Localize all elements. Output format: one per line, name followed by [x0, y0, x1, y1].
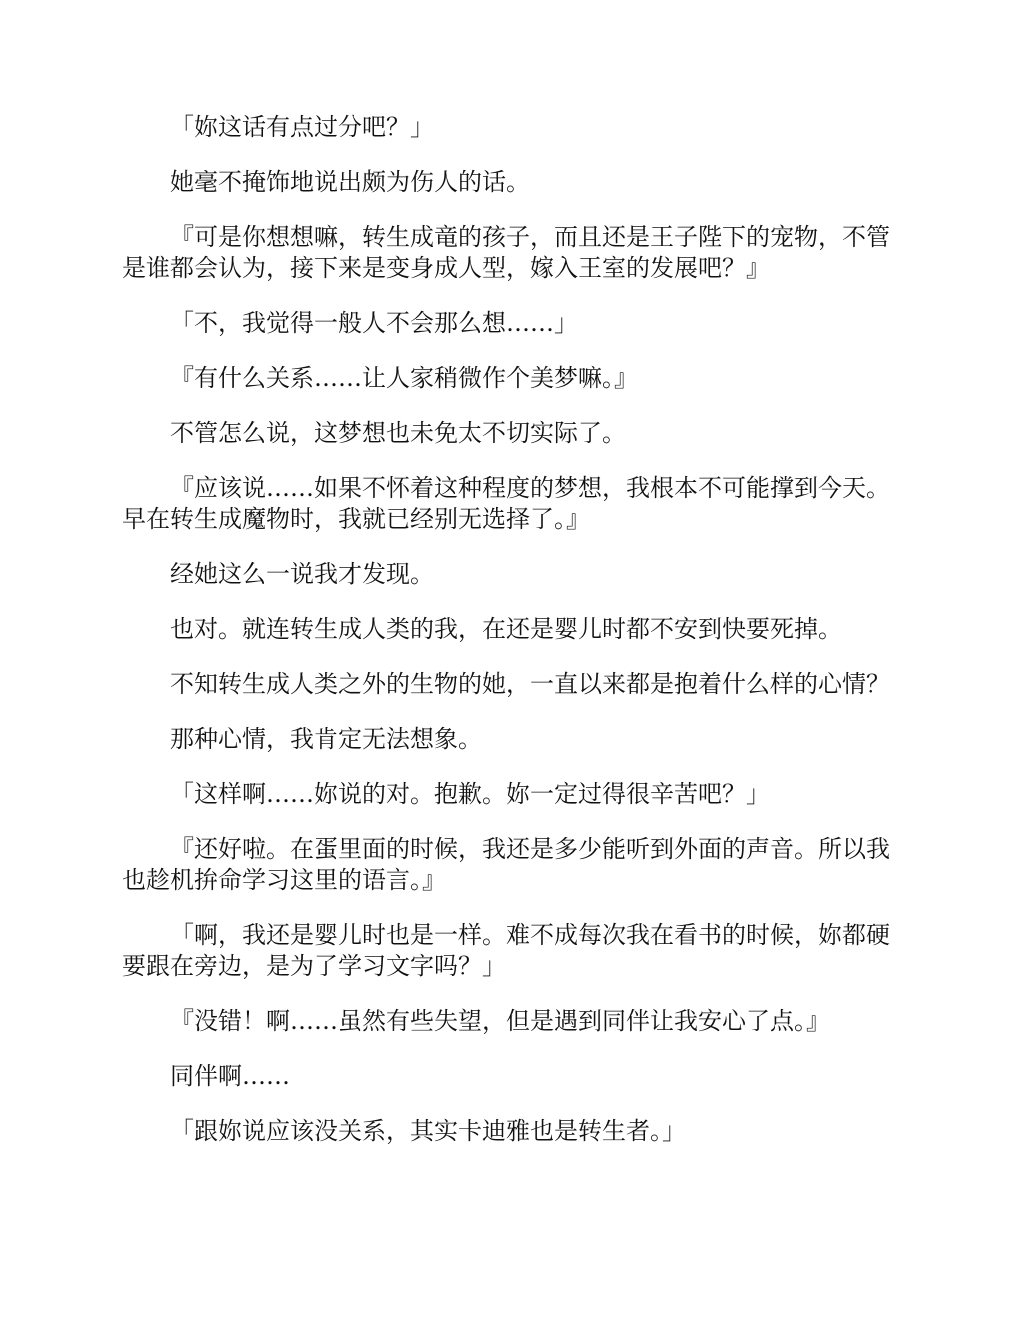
paragraph-13: 『还好啦。在蛋里面的时候，我还是多少能听到外面的声音。所以我也趁机拚命学习这里的语言。』	[122, 835, 890, 894]
paragraph-12: 「这样啊……妳说的对。抱歉。妳一定过得很辛苦吧？」	[170, 780, 770, 808]
paragraph-11: 那种心情，我肯定无法想象。	[170, 725, 482, 753]
paragraph-2: 她毫不掩饰地说出颇为伤人的话。	[170, 168, 530, 196]
paragraph-7: 『应该说……如果不怀着这种程度的梦想，我根本不可能撑到今天。早在转生成魔物时，我就已经别无选择了。』	[122, 474, 890, 533]
paragraph-6: 不管怎么说，这梦想也未免太不切实际了。	[170, 419, 626, 447]
paragraph-4: 「不，我觉得一般人不会那么想……」	[170, 309, 578, 337]
paragraph-14: 「啊，我还是婴儿时也是一样。难不成每次我在看书的时候，妳都硬要跟在旁边，是为了学习文字吗？」	[122, 921, 890, 980]
paragraph-16: 同伴啊……	[170, 1062, 290, 1090]
paragraph-8: 经她这么一说我才发现。	[170, 560, 434, 588]
paragraph-10: 不知转生成人类之外的生物的她，一直以来都是抱着什么样的心情？	[170, 670, 890, 698]
paragraph-9: 也对。就连转生成人类的我，在还是婴儿时都不安到快要死掉。	[170, 615, 842, 643]
document-page	[122, 112, 900, 1171]
paragraph-15: 『没错！啊……虽然有些失望，但是遇到同伴让我安心了点。』	[170, 1007, 830, 1035]
paragraph-17: 「跟妳说应该没关系，其实卡迪雅也是转生者。」	[170, 1117, 686, 1145]
paragraph-1: 「妳这话有点过分吧？」	[170, 113, 434, 141]
paragraph-5: 『有什么关系……让人家稍微作个美梦嘛。』	[170, 364, 638, 392]
paragraph-3: 『可是你想想嘛，转生成竜的孩子，而且还是王子陛下的宠物，不管是谁都会认为，接下来是变身成人型，嫁入王室的发展吧？』	[122, 223, 890, 282]
